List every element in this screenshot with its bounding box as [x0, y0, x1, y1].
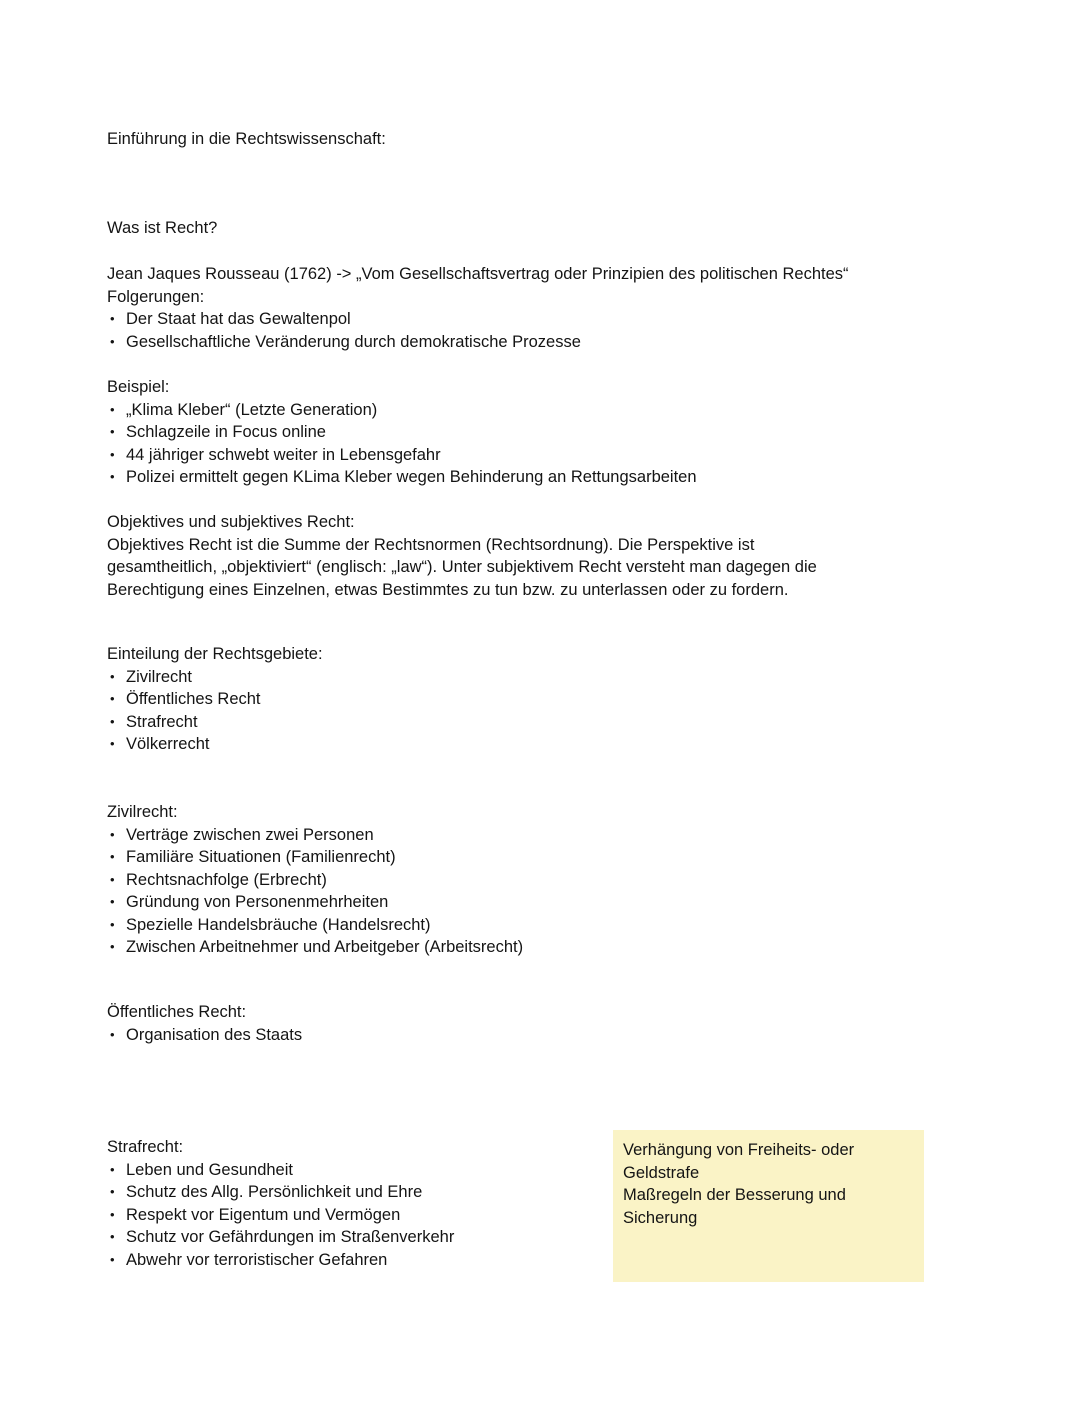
- bullet-icon: •: [110, 916, 115, 932]
- list-item: [107, 846, 987, 869]
- list-item: [107, 711, 987, 734]
- section-heading: Einteilung der Rechtsgebiete:: [107, 645, 323, 663]
- list-item: [107, 1024, 987, 1047]
- list-item-text: Abwehr vor terroristischer Gefahren: [126, 1250, 388, 1269]
- list-item-text: Leben und Gesundheit: [126, 1160, 293, 1179]
- bullet-icon: •: [110, 1161, 115, 1177]
- section-heading: Öffentliches Recht:: [107, 1003, 247, 1021]
- list-item-text: Schutz vor Gefährdungen im Straßenverkehr: [126, 1228, 455, 1246]
- callout-box: [613, 1130, 924, 1282]
- callout-line: Maßregeln der Besserung und Sicherung: [623, 1186, 846, 1227]
- section-beispiel: [107, 376, 987, 489]
- paragraph-line: Berechtigung eines Einzelnen, etwas Bestimmtes zu tun bzw. zu unterlassen oder zu fordern.: [107, 580, 789, 599]
- list-item: [107, 666, 987, 689]
- bullet-icon: •: [110, 311, 115, 326]
- list-item: [107, 444, 987, 467]
- bullet-icon: •: [110, 826, 115, 842]
- list-item-text: Gründung von Personenmehrheiten: [126, 893, 389, 911]
- list-item-text: Öffentliches Recht: [126, 690, 261, 708]
- list-item: [107, 733, 987, 756]
- bullet-icon: •: [110, 401, 115, 417]
- list-item-text: Gesellschaftliche Veränderung durch demokratische Prozesse: [126, 332, 581, 351]
- list-item-text: Familiäre Situationen (Familienrecht): [126, 848, 396, 866]
- list-item: [107, 824, 987, 847]
- list-item: [107, 869, 987, 892]
- list-item: [107, 308, 987, 331]
- list-item-text: Schutz des Allg. Persönlichkeit und Ehre: [126, 1183, 423, 1201]
- list-item: [107, 466, 987, 489]
- section-einteilung: [107, 643, 987, 756]
- bullet-icon: •: [110, 424, 115, 439]
- bullet-icon: •: [110, 333, 115, 349]
- section-heading: Beispiel:: [107, 378, 170, 396]
- section-objektives-recht: [107, 511, 987, 601]
- section-heading: Zivilrecht:: [107, 803, 178, 821]
- list-item-text: Verträge zwischen zwei Personen: [126, 825, 374, 844]
- bullet-icon: •: [110, 849, 115, 864]
- list-item: [107, 914, 987, 937]
- list-item: [107, 421, 987, 444]
- bullet-icon: •: [110, 668, 115, 684]
- list-item: [107, 891, 987, 914]
- bullet-icon: •: [110, 691, 115, 706]
- list-item-text: Völkerrecht: [126, 735, 210, 753]
- document-title: Einführung in die Rechtswissenschaft:: [107, 130, 386, 148]
- bullet-icon: •: [110, 871, 115, 887]
- bullet-icon: •: [110, 939, 115, 954]
- bullet-icon: •: [110, 713, 115, 729]
- list-item: [107, 399, 987, 422]
- bullet-icon: •: [110, 894, 115, 909]
- list-item: [107, 688, 987, 711]
- list-item-text: „Klima Kleber“ (Letzte Generation): [126, 400, 378, 419]
- rousseau-intro-line: Jean Jaques Rousseau (1762) -> „Vom Gesellschaftsvertrag oder Prinzipien des politischen Rechtes“: [107, 265, 849, 283]
- bullet-icon: •: [110, 736, 115, 751]
- bullet-icon: •: [110, 1229, 115, 1244]
- section-rousseau: [107, 263, 987, 353]
- section-heading: Objektives und subjektives Recht:: [107, 513, 355, 531]
- list-item-text: Schlagzeile in Focus online: [126, 423, 326, 441]
- paragraph-line: gesamtheitlich, „objektiviert“ (englisch: „law“). Unter subjektivem Recht versteht man dagegen die: [107, 558, 817, 576]
- list-item-text: Rechtsnachfolge (Erbrecht): [126, 870, 327, 889]
- list-item-text: Zwischen Arbeitnehmer und Arbeitgeber (Arbeitsrecht): [126, 938, 524, 956]
- section-zivilrecht: [107, 801, 987, 959]
- bullet-icon: •: [110, 1251, 115, 1267]
- bullet-icon: •: [110, 1206, 115, 1222]
- callout-line: Verhängung von Freiheits- oder Geldstrafe: [623, 1141, 855, 1182]
- question-heading: Was ist Recht?: [107, 219, 218, 237]
- list-item-text: Zivilrecht: [126, 667, 193, 686]
- list-item: [107, 331, 987, 354]
- section-oeffentliches-recht: [107, 1001, 987, 1046]
- list-item: [107, 936, 987, 959]
- list-item-text: Spezielle Handelsbräuche (Handelsrecht): [126, 915, 431, 934]
- bullet-icon: •: [110, 469, 115, 484]
- bullet-icon: •: [110, 1184, 115, 1199]
- list-item-text: 44 jähriger schwebt weiter in Lebensgefahr: [126, 445, 441, 464]
- list-item-text: Polizei ermittelt gegen KLima Kleber wegen Behinderung an Rettungsarbeiten: [126, 468, 697, 486]
- list-item-text: Der Staat hat das Gewaltenpol: [126, 310, 351, 328]
- bullet-icon: •: [110, 1026, 115, 1042]
- paragraph-line: Objektives Recht ist die Summe der Rechtsnormen (Rechtsordnung). Die Perspektive ist: [107, 535, 755, 554]
- list-item-text: Respekt vor Eigentum und Vermögen: [126, 1205, 401, 1224]
- bullet-icon: •: [110, 446, 115, 462]
- list-item-text: Organisation des Staats: [126, 1025, 303, 1044]
- folgerungen-label: Folgerungen:: [107, 287, 205, 306]
- list-item-text: Strafrecht: [126, 712, 198, 731]
- section-heading: Strafrecht:: [107, 1138, 184, 1156]
